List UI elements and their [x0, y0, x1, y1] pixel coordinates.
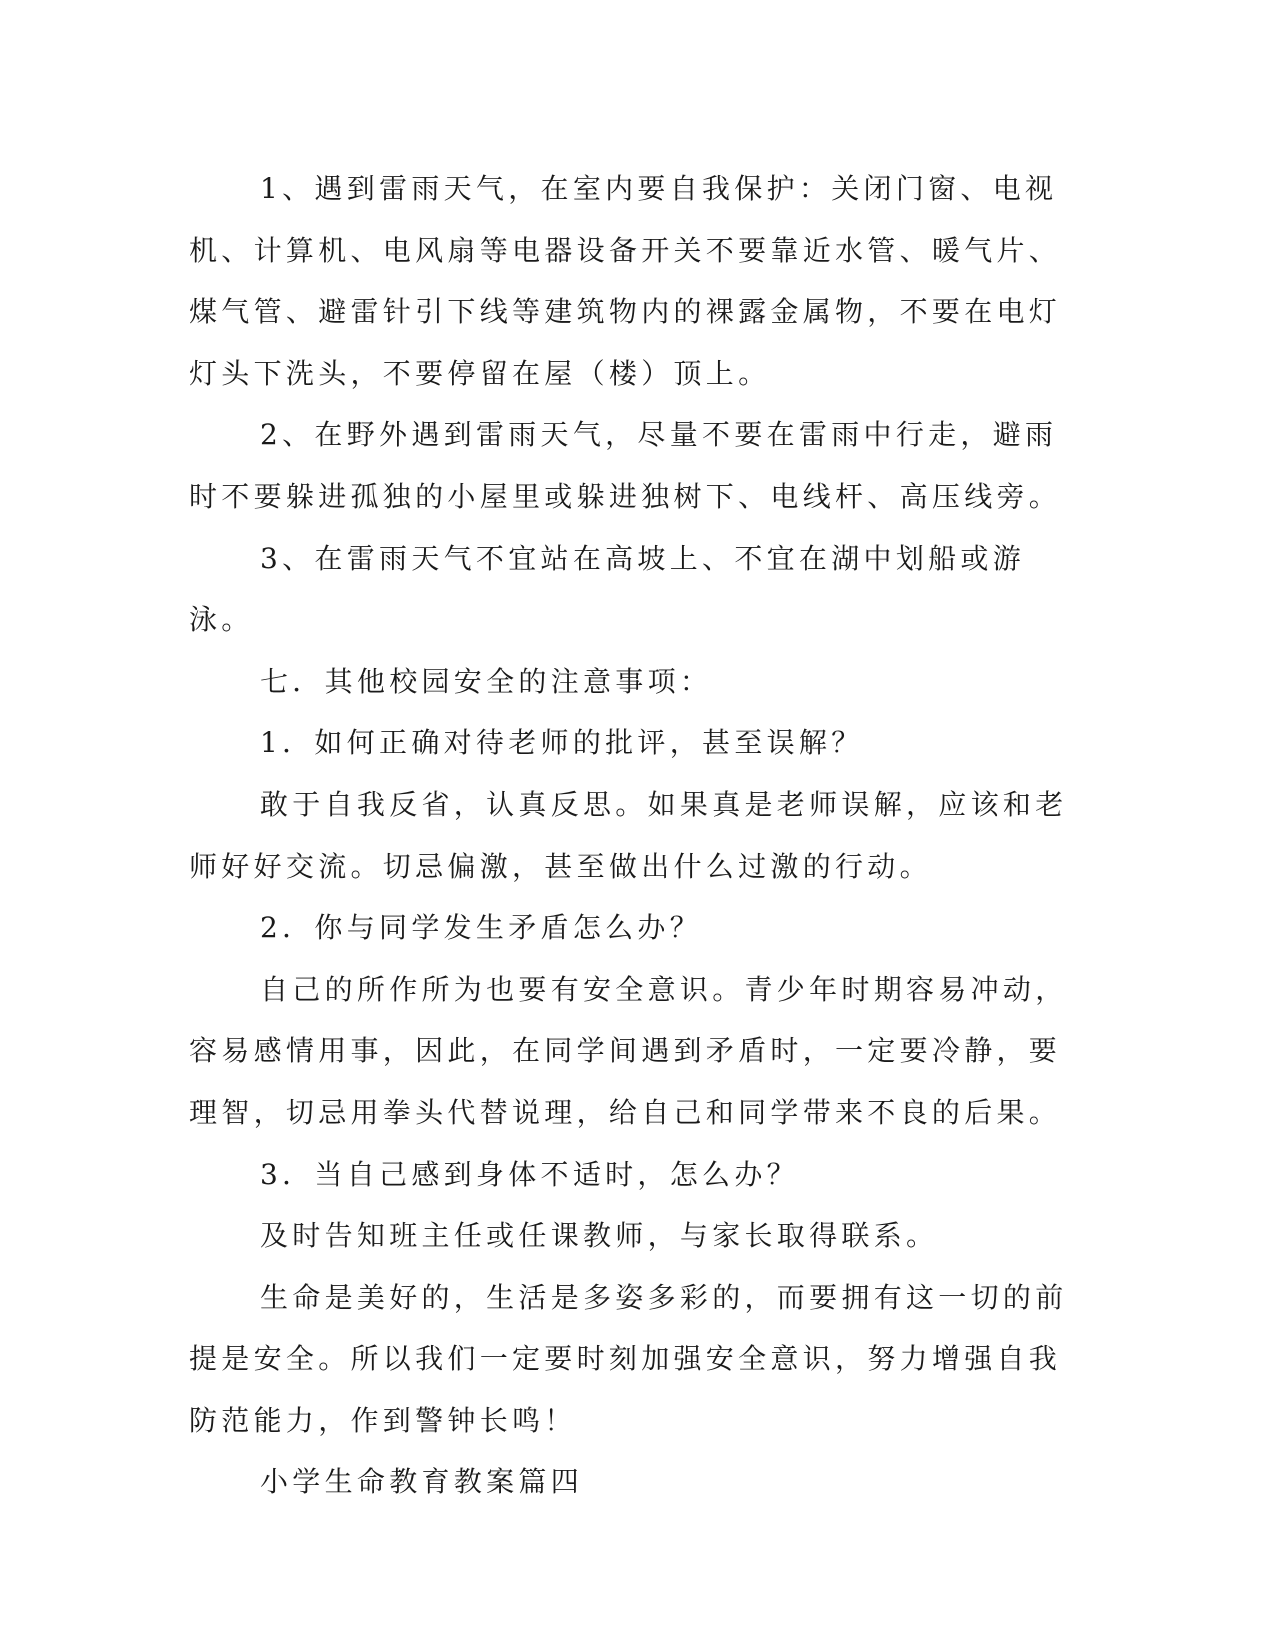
question-feeling-unwell: 3．当自己感到身体不适时，怎么办？ [260, 1157, 799, 1191]
paragraph-indoor-lightning-safety: 1、遇到雷雨天气，在室内要自我保护：关闭门窗、电视机、计算机、电风扇等电器设备开关不要靠近水管、暖气片、煤气管、避雷针引下线等建筑物内的裸露金属物，不要在电灯灯头下洗头，不要停留在屋（楼）顶上。 [189, 172, 1062, 390]
section-heading-other-campus-safety: 七．其他校园安全的注意事项： [260, 664, 713, 698]
paragraph-conclusion: 生命是美好的，生活是多姿多彩的，而要拥有这一切的前提是安全。所以我们一定要时刻加强安全意识，努力增强自我防范能力，作到警钟长鸣！ [189, 1280, 1068, 1437]
question-teacher-criticism: 1．如何正确对待老师的批评，甚至误解？ [260, 726, 864, 760]
question-classmate-conflict: 2．你与同学发生矛盾怎么办？ [260, 911, 703, 945]
answer-teacher-criticism: 敢于自我反省，认真反思。如果真是老师误解，应该和老师好好交流。切忌偏激，甚至做出什么过激的行动。 [189, 787, 1068, 883]
document-page [189, 158, 1079, 1513]
paragraph-outdoor-lightning-safety: 2、在野外遇到雷雨天气，尽量不要在雷雨中行走，避雨时不要躲进孤独的小屋里或躲进独树下、电线杆、高压线旁。 [189, 418, 1062, 513]
section-title-lesson-plan-four: 小学生命教育教案篇四 [260, 1465, 584, 1499]
answer-classmate-conflict: 自己的所作所为也要有安全意识。青少年时期容易冲动，容易感情用事，因此，在同学间遇到矛盾时，一定要冷静，要理智，切忌用拳头代替说理，给自己和同学带来不良的后果。 [189, 972, 1068, 1129]
paragraph-high-ground-water-safety: 3、在雷雨天气不宜站在高坡上、不宜在湖中划船或游泳。 [189, 541, 1026, 637]
answer-feeling-unwell: 及时告知班主任或任课教师，与家长取得联系。 [260, 1219, 939, 1253]
